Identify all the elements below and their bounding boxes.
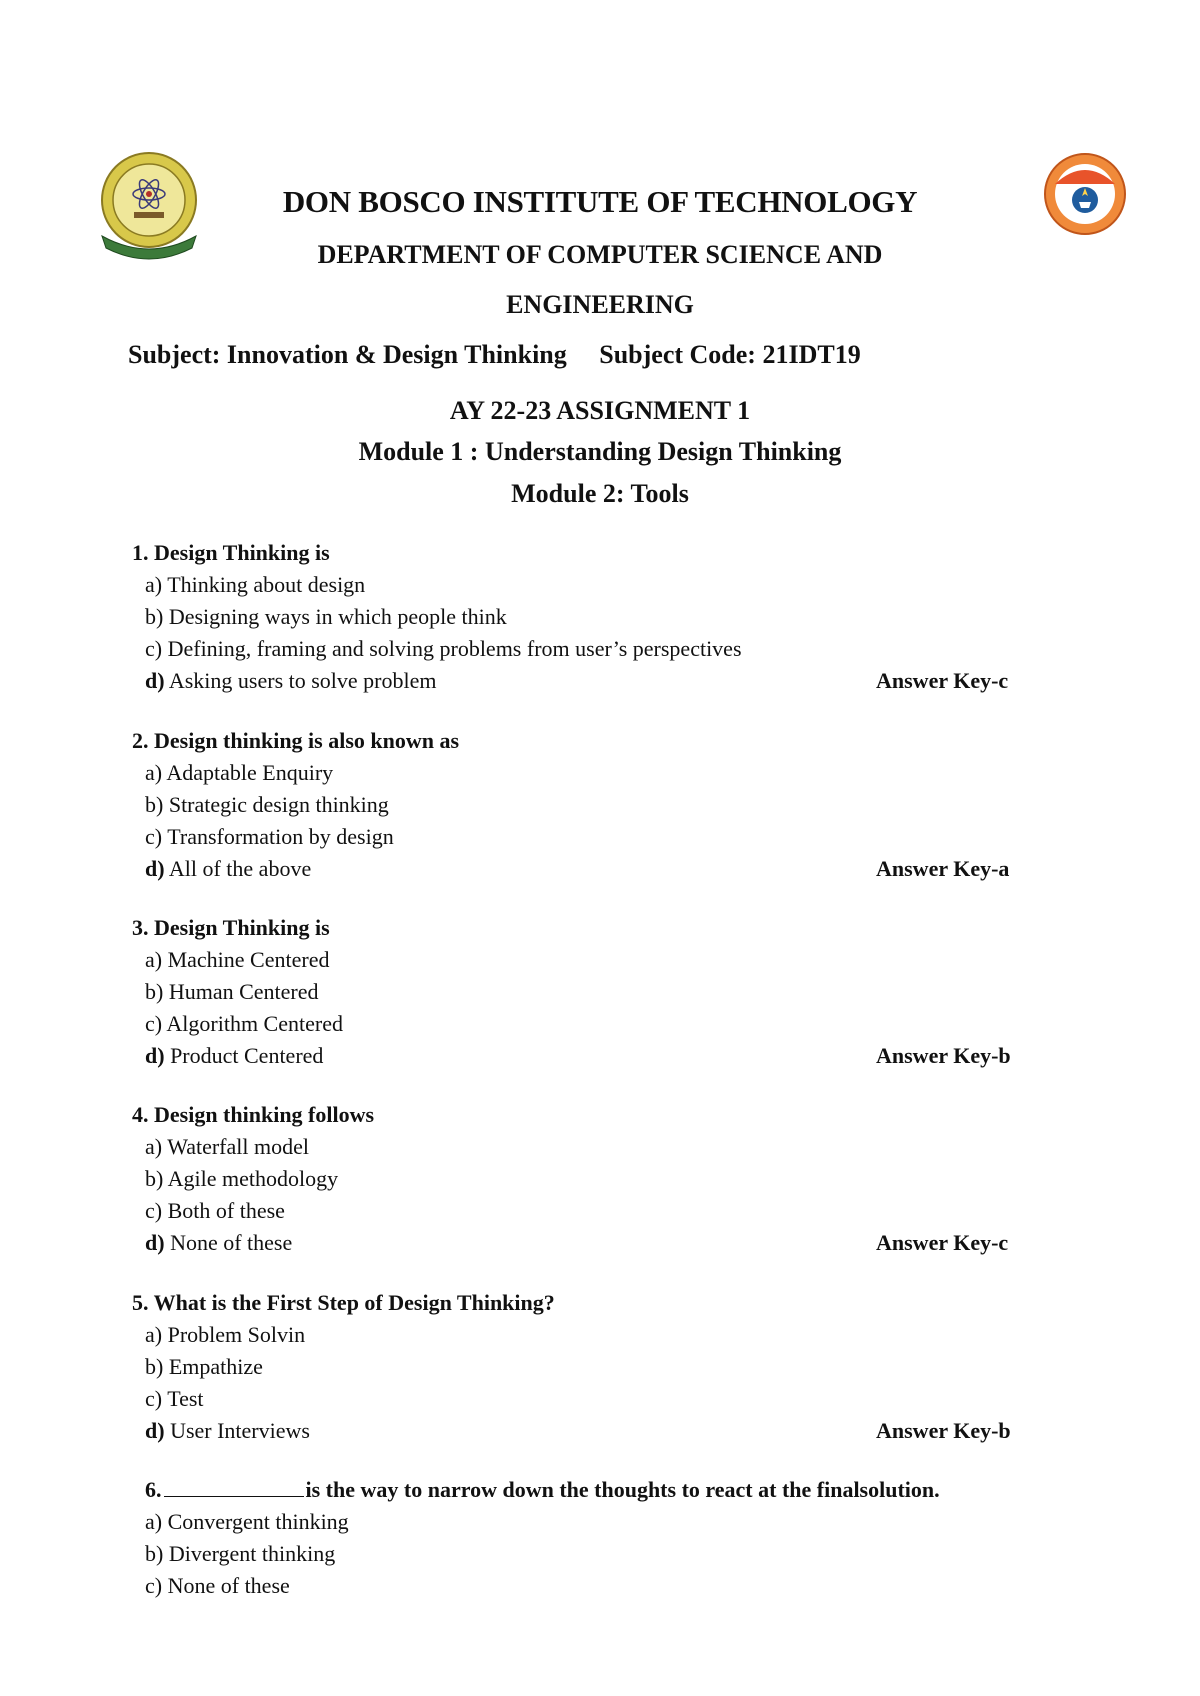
option-letter: d) [145, 1230, 165, 1255]
option-text: Empathize [168, 1354, 263, 1379]
option-text: Adaptable Enquiry [166, 760, 334, 785]
option-text: Defining, framing and solving problems from user’s perspectives [167, 636, 742, 661]
option-d [132, 665, 1072, 697]
option-b [132, 976, 1072, 1008]
option-letter: a) [145, 1509, 163, 1534]
option-letter: a) [145, 760, 163, 785]
option-a [132, 1319, 1072, 1351]
institute-name: DON BOSCO INSTITUTE OF TECHNOLOGY [282, 184, 918, 219]
option-b [145, 1538, 1085, 1570]
option-letter: c) [145, 1011, 163, 1036]
option-text: Strategic design thinking [168, 792, 389, 817]
option-text: Both of these [167, 1198, 285, 1223]
question-number: 3. [132, 915, 149, 940]
option-letter: b) [145, 792, 164, 817]
option-c [132, 633, 1072, 665]
question-title [132, 1099, 1072, 1131]
fill-in-blank [164, 1476, 304, 1497]
option-a [132, 944, 1072, 976]
answer-key: Answer Key-b [876, 1418, 1011, 1443]
option-a [132, 757, 1072, 789]
question-title [145, 1474, 1085, 1506]
module-1-title: Module 1 : Understanding Design Thinking [358, 437, 842, 466]
option-c [132, 821, 1072, 853]
option-text: Designing ways in which people think [168, 604, 507, 629]
option-text: User Interviews [170, 1418, 310, 1443]
option-b [132, 1351, 1072, 1383]
option-letter: b) [145, 604, 164, 629]
option-letter: c) [145, 1386, 163, 1411]
option-letter: c) [145, 824, 163, 849]
option-text: Test [167, 1386, 204, 1411]
option-b [132, 1163, 1072, 1195]
question-title [132, 537, 1072, 569]
option-letter: d) [145, 668, 165, 693]
option-d [132, 1227, 1072, 1259]
option-d [132, 853, 1072, 885]
option-text: Agile methodology [167, 1166, 339, 1191]
option-letter: b) [145, 1354, 164, 1379]
option-text: Asking users to solve problem [168, 668, 437, 693]
answer-key: Answer Key-b [876, 1043, 1011, 1068]
option-c [132, 1195, 1072, 1227]
option-d [132, 1415, 1072, 1447]
question-number: 4. [132, 1102, 149, 1127]
question-number: 5. [132, 1290, 149, 1315]
question-title [132, 912, 1072, 944]
question-2 [132, 725, 1072, 885]
answer-key: Answer Key-c [876, 668, 1009, 693]
option-text: Product Centered [170, 1043, 324, 1068]
option-letter: d) [145, 1418, 165, 1443]
option-text: Machine Centered [167, 947, 330, 972]
option-b [132, 789, 1072, 821]
question-number: 1. [132, 540, 149, 565]
question-title [132, 1287, 1072, 1319]
option-c [132, 1383, 1072, 1415]
option-a [132, 1131, 1072, 1163]
question-number: 2. [132, 728, 149, 753]
question-text: Design thinking is also known as [154, 728, 460, 753]
question-number: 6. [145, 1477, 162, 1502]
option-text: Problem Solvin [167, 1322, 306, 1347]
option-a [132, 569, 1072, 601]
module-2-title: Module 2: Tools [511, 479, 689, 508]
question-1 [132, 537, 1072, 697]
option-text: Waterfall model [167, 1134, 309, 1159]
option-letter: c) [145, 1573, 163, 1598]
question-text: What is the First Step of Design Thinking? [153, 1290, 555, 1315]
answer-key: Answer Key-c [876, 1230, 1009, 1255]
option-letter: b) [145, 979, 164, 1004]
question-6 [145, 1474, 1085, 1602]
subject-line: Subject: Innovation & Design Thinking Subject Code: 21IDT19 [128, 340, 861, 369]
assignment-title: AY 22-23 ASSIGNMENT 1 [449, 396, 751, 425]
option-text: Algorithm Centered [166, 1011, 343, 1036]
option-a [145, 1506, 1085, 1538]
option-text: Transformation by design [167, 824, 394, 849]
option-letter: c) [145, 636, 163, 661]
question-text: Design Thinking is [154, 915, 330, 940]
option-text: Divergent thinking [168, 1541, 336, 1566]
option-letter: b) [145, 1166, 164, 1191]
question-3 [132, 912, 1072, 1072]
option-c [145, 1570, 1085, 1602]
option-letter: a) [145, 1322, 163, 1347]
question-text: is the way to narrow down the thoughts to react at the finalsolution. [305, 1477, 940, 1502]
answer-key: Answer Key-a [876, 856, 1010, 881]
option-text: Thinking about design [167, 572, 366, 597]
option-letter: a) [145, 947, 163, 972]
option-letter: c) [145, 1198, 163, 1223]
department-line-2: ENGINEERING [506, 290, 694, 319]
option-letter: a) [145, 1134, 163, 1159]
option-text: All of the above [168, 856, 312, 881]
question-text: Design thinking follows [154, 1102, 375, 1127]
question-5 [132, 1287, 1072, 1447]
option-b [132, 601, 1072, 633]
option-c [132, 1008, 1072, 1040]
option-text: Human Centered [168, 979, 319, 1004]
question-title [132, 725, 1072, 757]
option-text: None of these [167, 1573, 290, 1598]
option-d [132, 1040, 1072, 1072]
option-letter: a) [145, 572, 163, 597]
question-4 [132, 1099, 1072, 1259]
option-letter: d) [145, 1043, 165, 1068]
option-text: Convergent thinking [167, 1509, 349, 1534]
option-letter: d) [145, 856, 165, 881]
department-line-1: DEPARTMENT OF COMPUTER SCIENCE AND [317, 240, 883, 269]
option-text: None of these [170, 1230, 293, 1255]
option-letter: b) [145, 1541, 164, 1566]
question-text: Design Thinking is [154, 540, 330, 565]
